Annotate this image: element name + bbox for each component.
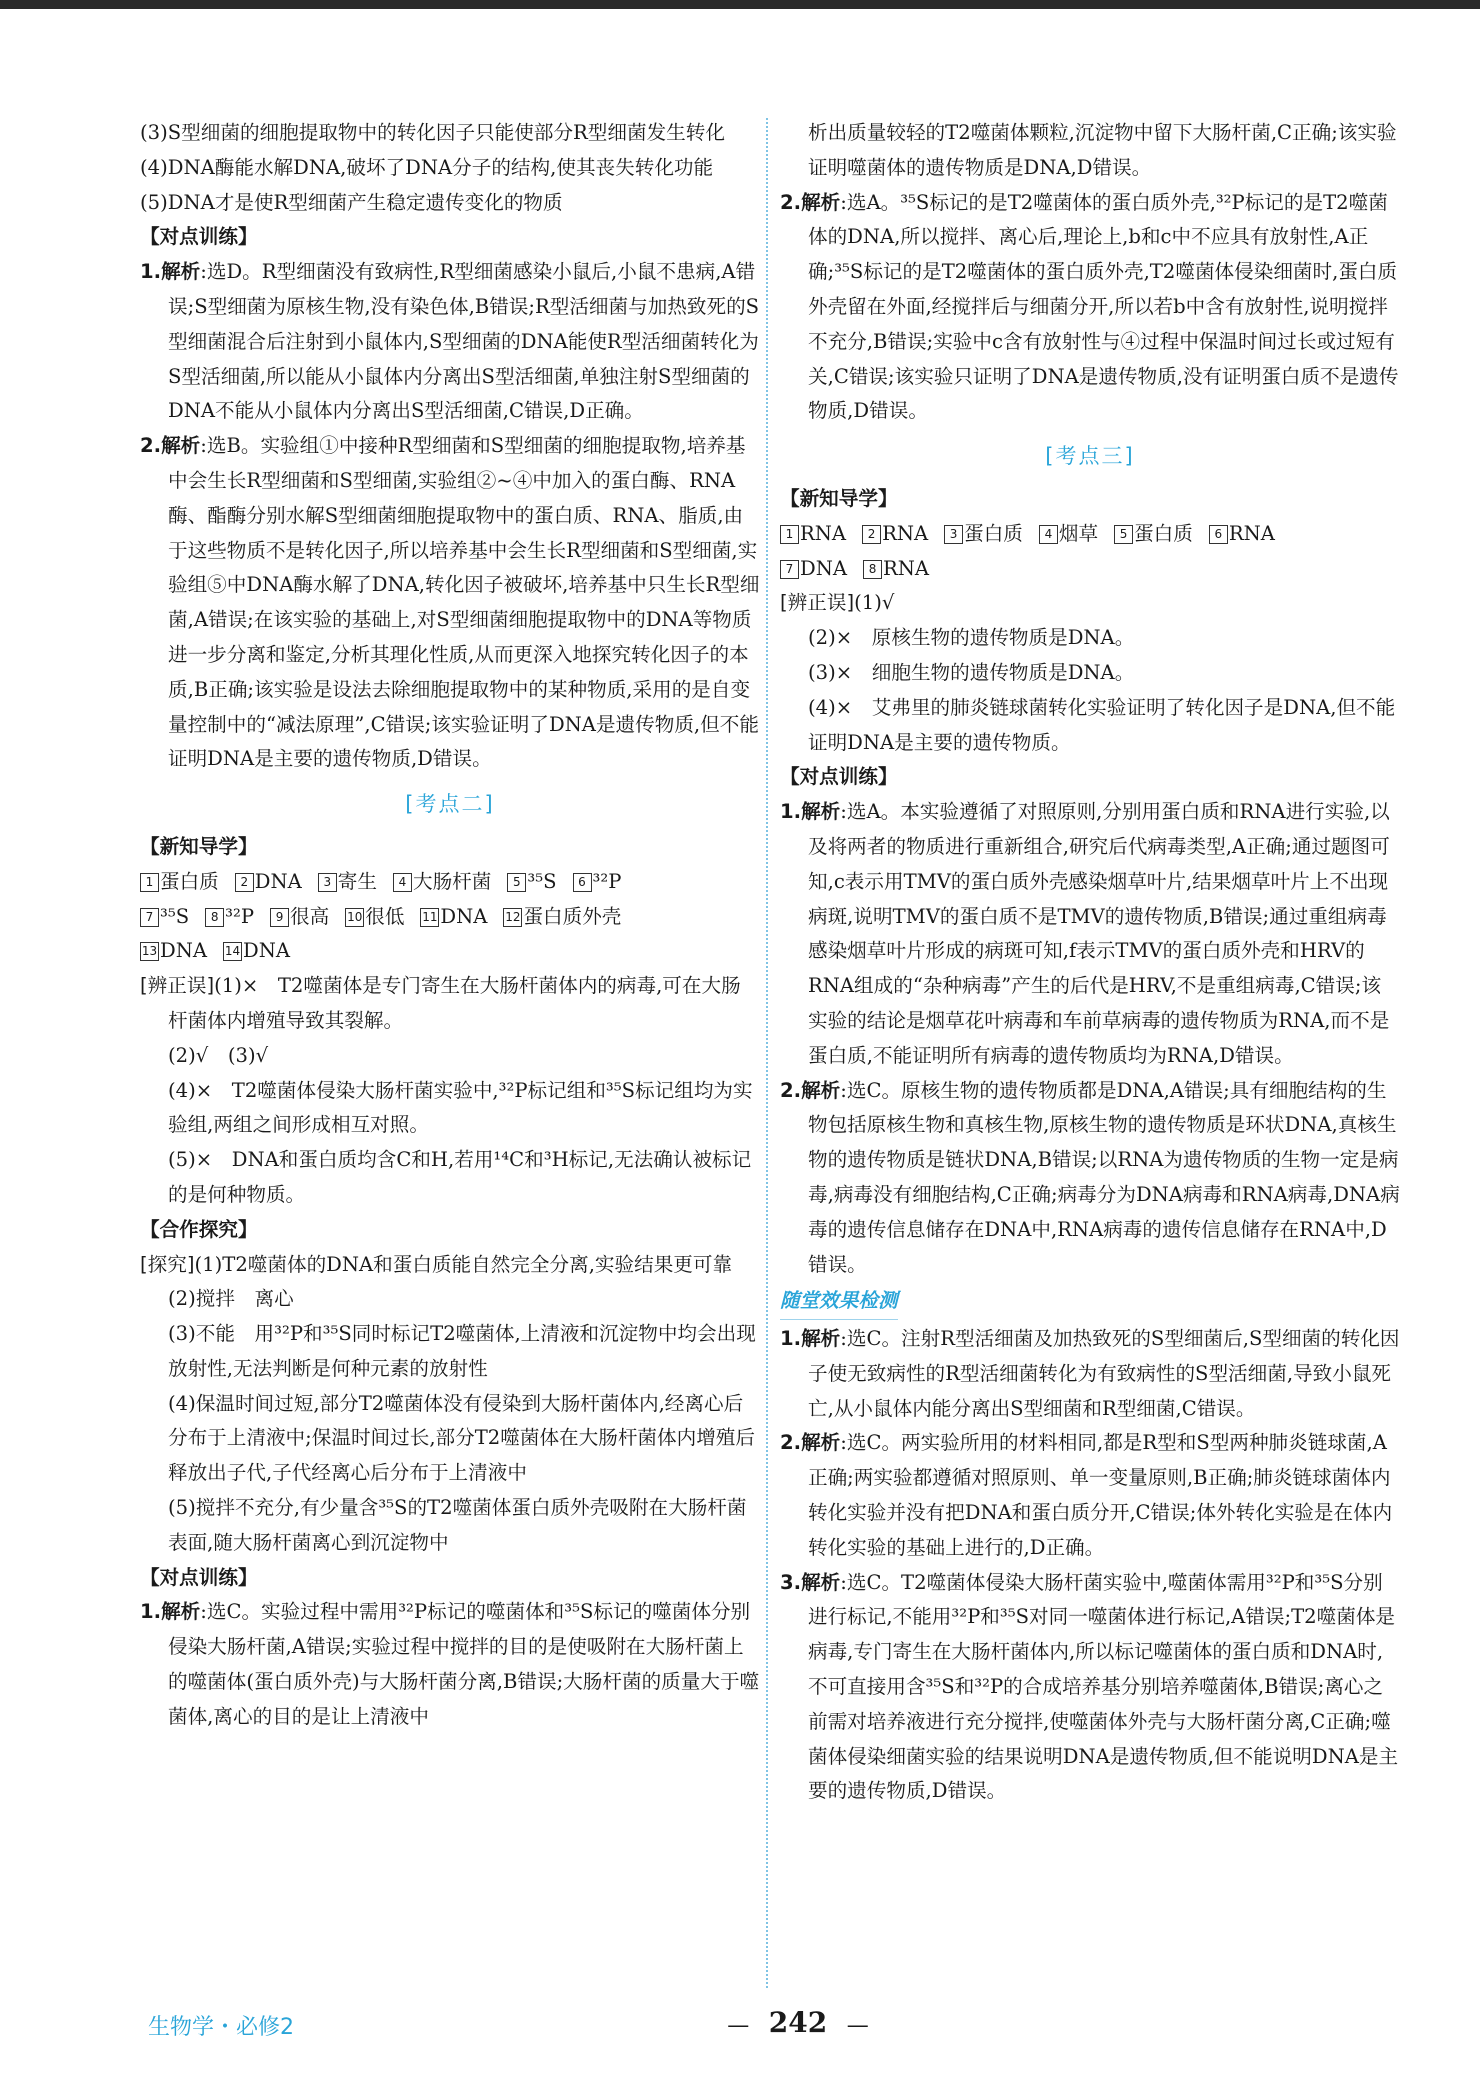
answer-number-box: 6 — [1209, 525, 1228, 544]
answer-number-box: 13 — [140, 942, 159, 961]
answer-number-box: 6 — [573, 873, 592, 892]
fill-answers-row — [140, 900, 760, 935]
item-label: 解析 — [801, 190, 841, 214]
item-label: 解析 — [801, 1078, 841, 1102]
bracket-right: ] — [484, 792, 495, 817]
fill-answer-text: 蛋白质 — [964, 521, 1023, 545]
column-divider — [766, 118, 768, 1988]
fill-answer-text: RNA — [800, 521, 847, 545]
answer-number-box: 10 — [345, 908, 364, 927]
answer-number-box: 1 — [140, 873, 159, 892]
answer-line: 析出质量较轻的T2噬菌体颗粒,沉淀物中留下大肠杆菌,C正确;该实验证明噬菌体的遗传物质是DNA,D错误。 — [808, 121, 1397, 179]
item-number: 3. — [780, 1570, 802, 1594]
explanation-item — [780, 1074, 1400, 1283]
item-text: :选D。R型细菌没有致病性,R型细菌感染小鼠后,小鼠不患病,A错误;S型细菌为原核生物,没有染色体,B错误;R型活细菌与加热致死的S型细菌混合后注射到小鼠体内,S型细菌的DNA能使R型活细菌转化为S型活细菌,所以能从小鼠体内分离出S型活细菌,单独注射S型细菌的DNA不能从小鼠体内分离出S型活细菌,C错误,D正确。 — [168, 260, 760, 423]
item-label: 解析 — [801, 1431, 841, 1455]
fill-answer — [140, 905, 189, 928]
quiz-heading: 随堂效果检测 — [780, 1284, 898, 1320]
quiz-heading-wrap — [780, 1282, 1400, 1322]
fill-answer-text: 蛋白质外壳 — [523, 904, 622, 928]
item-label: 解析 — [161, 260, 201, 284]
fill-answer — [1039, 522, 1098, 545]
tag-content: (1)× T2噬菌体是专门寄生在大肠杆菌体内的病毒,可在大肠杆菌体内增殖导致其裂解。 — [168, 974, 741, 1032]
fill-answer-text: RNA — [883, 556, 930, 580]
explanation-item — [780, 1322, 1400, 1426]
explanation-item — [140, 429, 760, 777]
fill-answer — [393, 870, 491, 893]
fill-answer — [140, 870, 219, 893]
fill-answer-text: 大肠杆菌 — [412, 869, 492, 893]
item-text: :选C。T2噬菌体侵染大肠杆菌实验中,噬菌体需用³²P和³⁵S分别进行标记,不能用³²P和³⁵S对同一噬菌体进行标记,A错误;T2噬菌体是病毒,专门寄生在大肠杆菌体内,所以标记噬菌体的蛋白质和DNA时,不可直接用含³⁵S和³²P的合成培养基分别培养噬菌体,B错误;离心之前需对培养液进行充分搅拌,使噬菌体外壳与大肠杆菌分离,C正确;噬菌体侵染细菌实验的结果说明DNA是遗传物质,但不能说明DNA是主要的遗传物质,D错误。 — [808, 1570, 1399, 1803]
fill-answer — [223, 939, 290, 962]
answer-number-box: 3 — [944, 525, 963, 544]
explanation-item — [780, 795, 1400, 1073]
fill-answer — [318, 870, 377, 893]
fill-answer — [205, 905, 254, 928]
answer-line: (2)√ (3)√ — [168, 1043, 269, 1067]
section-heading: 【新知导学】 — [140, 834, 258, 858]
tag-bracket-right: ] — [846, 591, 855, 615]
fill-answers-row — [140, 934, 760, 969]
tag-label — [140, 974, 214, 997]
answer-line: (5)搅拌不充分,有少量含³⁵S的T2噬菌体蛋白质外壳吸附在大肠杆菌表面,随大肠杆菌离心到沉淀物中 — [168, 1496, 747, 1554]
item-label: 解析 — [801, 800, 841, 824]
item-text: :选C。实验过程中需用³²P标记的噬菌体和³⁵S标记的噬菌体分别侵染大肠杆菌,A错误;实验过程中搅拌的目的是使吸附在大肠杆菌上的噬菌体(蛋白质外壳)与大肠杆菌分离,B错误;大肠杆菌的质量大于噬菌体,离心的目的是让上清液中 — [168, 1600, 760, 1728]
subject-label: 生物学・必修2 — [148, 2015, 294, 2040]
section-title — [140, 787, 760, 822]
answer-number-box: 11 — [420, 908, 439, 927]
answer-line: (4)DNA酶能水解DNA,破坏了DNA分子的结构,使其丧失转化功能 — [140, 155, 714, 179]
fill-answer-text: RNA — [1228, 521, 1275, 545]
section-title-text: 考点二 — [415, 792, 485, 817]
fill-answer-text: 蛋白质 — [1134, 521, 1193, 545]
tag-text: 辨正误 — [147, 974, 207, 998]
item-text: :选C。注射R型活细菌及加热致死的S型细菌后,S型细菌的转化因子使无致病性的R型活细菌转化为有致病性的S型活细菌,导致小鼠死亡,从小鼠体内能分离出S型细菌和R型细菌,C错误。 — [808, 1327, 1400, 1420]
fill-answer — [780, 522, 846, 545]
fill-answer-text: DNA — [440, 904, 488, 928]
explanation-item — [780, 186, 1400, 430]
answer-number-box: 4 — [393, 873, 412, 892]
answer-number-box: 8 — [205, 908, 224, 927]
fill-answer — [235, 870, 302, 893]
fill-answer-text: DNA — [243, 939, 291, 963]
answer-number-box: 2 — [235, 873, 254, 892]
fill-answer — [507, 870, 556, 893]
fill-answer-text: 烟草 — [1058, 521, 1099, 545]
top-border — [0, 0, 1480, 9]
answer-number-box: 5 — [507, 873, 526, 892]
item-number: 1. — [780, 1327, 802, 1351]
item-text: :选C。原核生物的遗传物质都是DNA,A错误;具有细胞结构的生物包括原核生物和真核生物,原核生物的遗传物质是环状DNA,真核生物的遗传物质是链状DNA,B错误;以RNA为遗传物质的生物一定是病毒,病毒没有细胞结构,C正确;病毒分为DNA病毒和RNA病毒,DNA病毒的遗传信息储存在DNA中,RNA病毒的遗传信息储存在RNA中,D错误。 — [808, 1078, 1400, 1276]
fill-answer — [862, 522, 928, 545]
bracket-left: [ — [405, 792, 416, 817]
item-text: :选C。两实验所用的材料相同,都是R型和S型两种肺炎链球菌,A正确;两实验都遵循对照原则、单一变量原则,B正确;肺炎链球菌体内转化实验并没有把DNA和蛋白质分开,C错误;体外转化实验是在体内转化实验的基础上进行的,D正确。 — [808, 1431, 1393, 1559]
fill-answer-text: ³⁵S — [527, 869, 557, 893]
fill-answer — [140, 939, 207, 962]
answer-line: (2)× 原核生物的遗传物质是DNA。 — [808, 626, 1135, 650]
item-text: :选A。³⁵S标记的是T2噬菌体的蛋白质外壳,³²P标记的是T2噬菌体的DNA,所以搅拌、离心后,理论上,b和c中不应具有放射性,A正确;³⁵S标记的是T2噬菌体的蛋白质外壳,T2噬菌体侵染细菌时,蛋白质外壳留在外面,经搅拌后与细菌分开,所以若b中含有放射性,说明搅拌不充分,B错误;实验中c含有放射性与④过程中保温时间过长或过短有关,C错误;该实验只证明了DNA是遗传物质,没有证明蛋白质不是遗传物质,D错误。 — [808, 190, 1399, 423]
section-title — [780, 439, 1400, 474]
answer-number-box: 12 — [503, 908, 522, 927]
fill-answer-text: ³²P — [225, 904, 255, 928]
tagged-line — [140, 1248, 760, 1283]
section-heading: 【对点训练】 — [780, 765, 898, 789]
answer-number-box: 9 — [270, 908, 289, 927]
bracket-left: [ — [1045, 444, 1056, 469]
item-label: 解析 — [801, 1570, 841, 1594]
fill-answer-text: DNA — [254, 869, 302, 893]
item-number: 2. — [780, 190, 802, 214]
fill-answer — [1209, 522, 1275, 545]
answer-number-box: 7 — [780, 560, 799, 579]
fill-answer-text: DNA — [160, 939, 208, 963]
answer-line: (3)× 细胞生物的遗传物质是DNA。 — [808, 660, 1135, 684]
page-number: — 242 — — [727, 2006, 869, 2039]
fill-answer — [270, 905, 329, 928]
fill-answer — [420, 905, 487, 928]
answer-number-box: 5 — [1114, 525, 1133, 544]
fill-answers-row — [780, 552, 1400, 587]
fill-answer — [863, 557, 929, 580]
tag-bracket-left: [ — [780, 591, 788, 615]
section-title-text: 考点三 — [1055, 444, 1125, 469]
answer-number-box: 1 — [780, 525, 799, 544]
bracket-right: ] — [1124, 444, 1135, 469]
fill-answers-row — [140, 865, 760, 900]
answer-line: (5)× DNA和蛋白质均含C和H,若用¹⁴C和³H标记,无法确认被标记的是何种物质。 — [168, 1148, 752, 1206]
tag-bracket-right: ] — [186, 1252, 195, 1276]
item-number: 1. — [140, 1600, 162, 1624]
item-number: 1. — [140, 260, 162, 284]
fill-answer-text: 寄生 — [337, 869, 377, 893]
item-label: 解析 — [161, 434, 201, 458]
explanation-item — [780, 1426, 1400, 1565]
right-column — [780, 116, 1400, 1809]
explanation-item — [140, 255, 760, 429]
fill-answer-text: 很高 — [290, 904, 330, 928]
answer-number-box: 3 — [318, 873, 337, 892]
item-number: 2. — [140, 434, 162, 458]
tag-bracket-left: [ — [140, 974, 148, 998]
item-label: 解析 — [801, 1327, 841, 1351]
item-label: 解析 — [161, 1600, 201, 1624]
page-number-text: 242 — [768, 2006, 828, 2039]
tag-label — [140, 1253, 195, 1276]
fill-answer — [573, 870, 622, 893]
explanation-item — [780, 1566, 1400, 1810]
answer-line: (5)DNA才是使R型细菌产生稳定遗传变化的物质 — [140, 190, 563, 214]
answer-line: (3)S型细菌的细胞提取物中的转化因子只能使部分R型细菌发生转化 — [140, 121, 725, 144]
page-footer — [148, 2006, 1408, 2046]
answer-number-box: 2 — [862, 525, 881, 544]
answer-line: (2)搅拌 离心 — [168, 1287, 294, 1311]
tag-text: 探究 — [147, 1252, 187, 1276]
answer-number-box: 7 — [140, 908, 159, 927]
section-heading: 【合作探究】 — [140, 1217, 258, 1241]
section-heading: 【新知导学】 — [780, 486, 898, 510]
answer-line: (4)× 艾弗里的肺炎链球菌转化实验证明了转化因子是DNA,但不能证明DNA是主要的遗传物质。 — [808, 695, 1396, 754]
fill-answer-text: DNA — [800, 556, 848, 580]
answer-line: (4)× T2噬菌体侵染大肠杆菌实验中,³²P标记组和³⁵S标记组均为实验组,两组之间形成相互对照。 — [168, 1078, 753, 1137]
answer-number-box: 8 — [863, 560, 882, 579]
fill-answer — [944, 522, 1023, 545]
item-text: :选B。实验组①中接种R型细菌和S型细菌的细胞提取物,培养基中会生长R型细菌和S型细菌,实验组②~④中加入的蛋白酶、RNA酶、酯酶分别水解S型细菌细胞提取物中的蛋白质、RNA、脂质,由于这些物质不是转化因子,所以培养基中会生长R型细菌和S型细菌,实验组⑤中DNA酶水解了DNA,转化因子被破坏,培养基中只生长R型细菌,A错误;在该实验的基础上,对S型细菌细胞提取物中的DNA等物质进一步分离和鉴定,分析其理化性质,从而更深入地探究转化因子的本质,B正确;该实验是设法去除细胞提取物中的某种物质,采用的是自变量控制中的“减法原理”,C错误;该实验证明了DNA是遗传物质,但不能证明DNA是主要的遗传物质,D错误。 — [168, 434, 760, 771]
tag-content: (1)T2噬菌体的DNA和蛋白质能自然完全分离,实验结果更可靠 — [194, 1252, 733, 1276]
fill-answer-text: ³⁵S — [160, 904, 190, 928]
fill-answer — [1114, 522, 1193, 545]
explanation-item — [140, 1595, 760, 1734]
fill-answer-text: 蛋白质 — [160, 869, 219, 893]
item-text: :选A。本实验遵循了对照原则,分别用蛋白质和RNA进行实验,以及将两者的物质进行重新组合,研究后代病毒类型,A正确;通过题图可知,c表示用TMV的蛋白质外壳感染烟草叶片,结果烟草叶片上不出现病斑,说明TMV的蛋白质不是TMV的遗传物质,B错误;通过重组病毒感染烟草叶片形成的病斑可知,f表示TMV的蛋白质外壳和HRV的RNA组成的“杂种病毒”产生的后代是HRV,不是重组病毒,C错误;该实验的结论是烟草花叶病毒和车前草病毒的遗传物质为RNA,而不是蛋白质,不能证明所有病毒的遗传物质均为RNA,D错误。 — [808, 800, 1390, 1067]
tag-bracket-left: [ — [140, 1252, 148, 1276]
tag-label — [780, 591, 854, 614]
tag-text: 辨正误 — [787, 591, 847, 615]
item-number: 1. — [780, 800, 802, 824]
fill-answer-text: ³²P — [592, 869, 622, 893]
tagged-line — [780, 586, 1400, 621]
fill-answers-row — [780, 517, 1400, 552]
item-number: 2. — [780, 1431, 802, 1455]
section-heading: 【对点训练】 — [140, 1565, 258, 1589]
section-heading: 【对点训练】 — [140, 225, 258, 249]
answer-line: (3)不能 用³²P和³⁵S同时标记T2噬菌体,上清液和沉淀物中均会出现放射性,无法判断是何种元素的放射性 — [168, 1322, 756, 1380]
answer-number-box: 14 — [223, 942, 242, 961]
left-column — [140, 116, 760, 1735]
tagged-line — [140, 969, 760, 1039]
answer-number-box: 4 — [1039, 525, 1058, 544]
fill-answer — [345, 905, 404, 928]
tag-bracket-right: ] — [206, 974, 215, 998]
tag-content: (1)√ — [854, 591, 895, 615]
item-number: 2. — [780, 1078, 802, 1102]
fill-answer-text: RNA — [882, 521, 929, 545]
fill-answer — [503, 905, 621, 928]
answer-line: (4)保温时间过短,部分T2噬菌体没有侵染到大肠杆菌体内,经离心后分布于上清液中;保温时间过长,部分T2噬菌体在大肠杆菌体内增殖后释放出子代,子代经离心后分布于上清液中 — [168, 1391, 755, 1485]
fill-answer-text: 很低 — [365, 904, 405, 928]
fill-answer — [780, 557, 847, 580]
